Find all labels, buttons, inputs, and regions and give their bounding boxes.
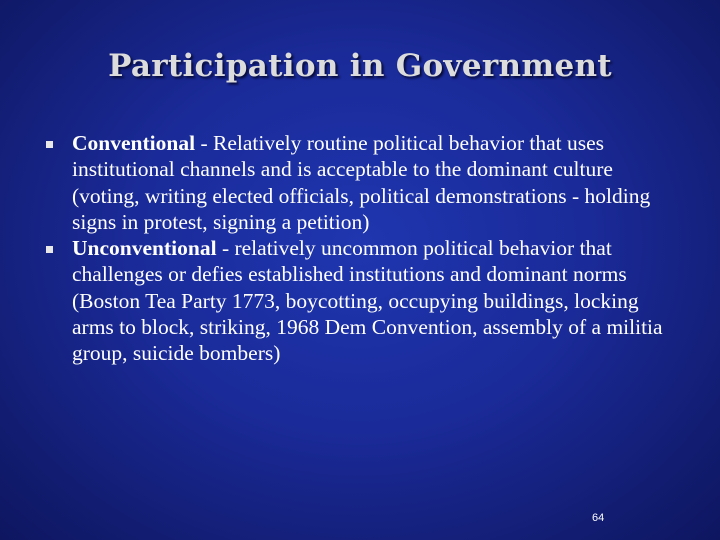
bullet-text: - relatively uncommon political behavior that challenges or defies established institutions and dominant norms (Boston Tea Party 1773, boycotting, occupying buildings, locking arms to block, striking, 1968 Dem Convention, assembly of a militia group, suicide bombers) — [72, 236, 663, 366]
slide-title: Participation in Government — [108, 48, 612, 84]
bullet-item-unconventional — [52, 235, 672, 366]
square-bullet-icon — [46, 141, 53, 148]
bullet-item-conventional — [52, 130, 672, 235]
page-number: 64 — [592, 512, 605, 524]
bullet-term: Unconventional — [72, 236, 217, 261]
bullet-list — [52, 130, 672, 367]
bullet-term: Conventional — [72, 131, 196, 155]
bullet-text: - Relatively routine political behavior that uses institutional channels and is acceptable to the dominant culture (voting, writing elected officials, political demonstrations - holding signs in protest, signing a petition) — [72, 131, 651, 234]
square-bullet-icon — [46, 246, 53, 253]
